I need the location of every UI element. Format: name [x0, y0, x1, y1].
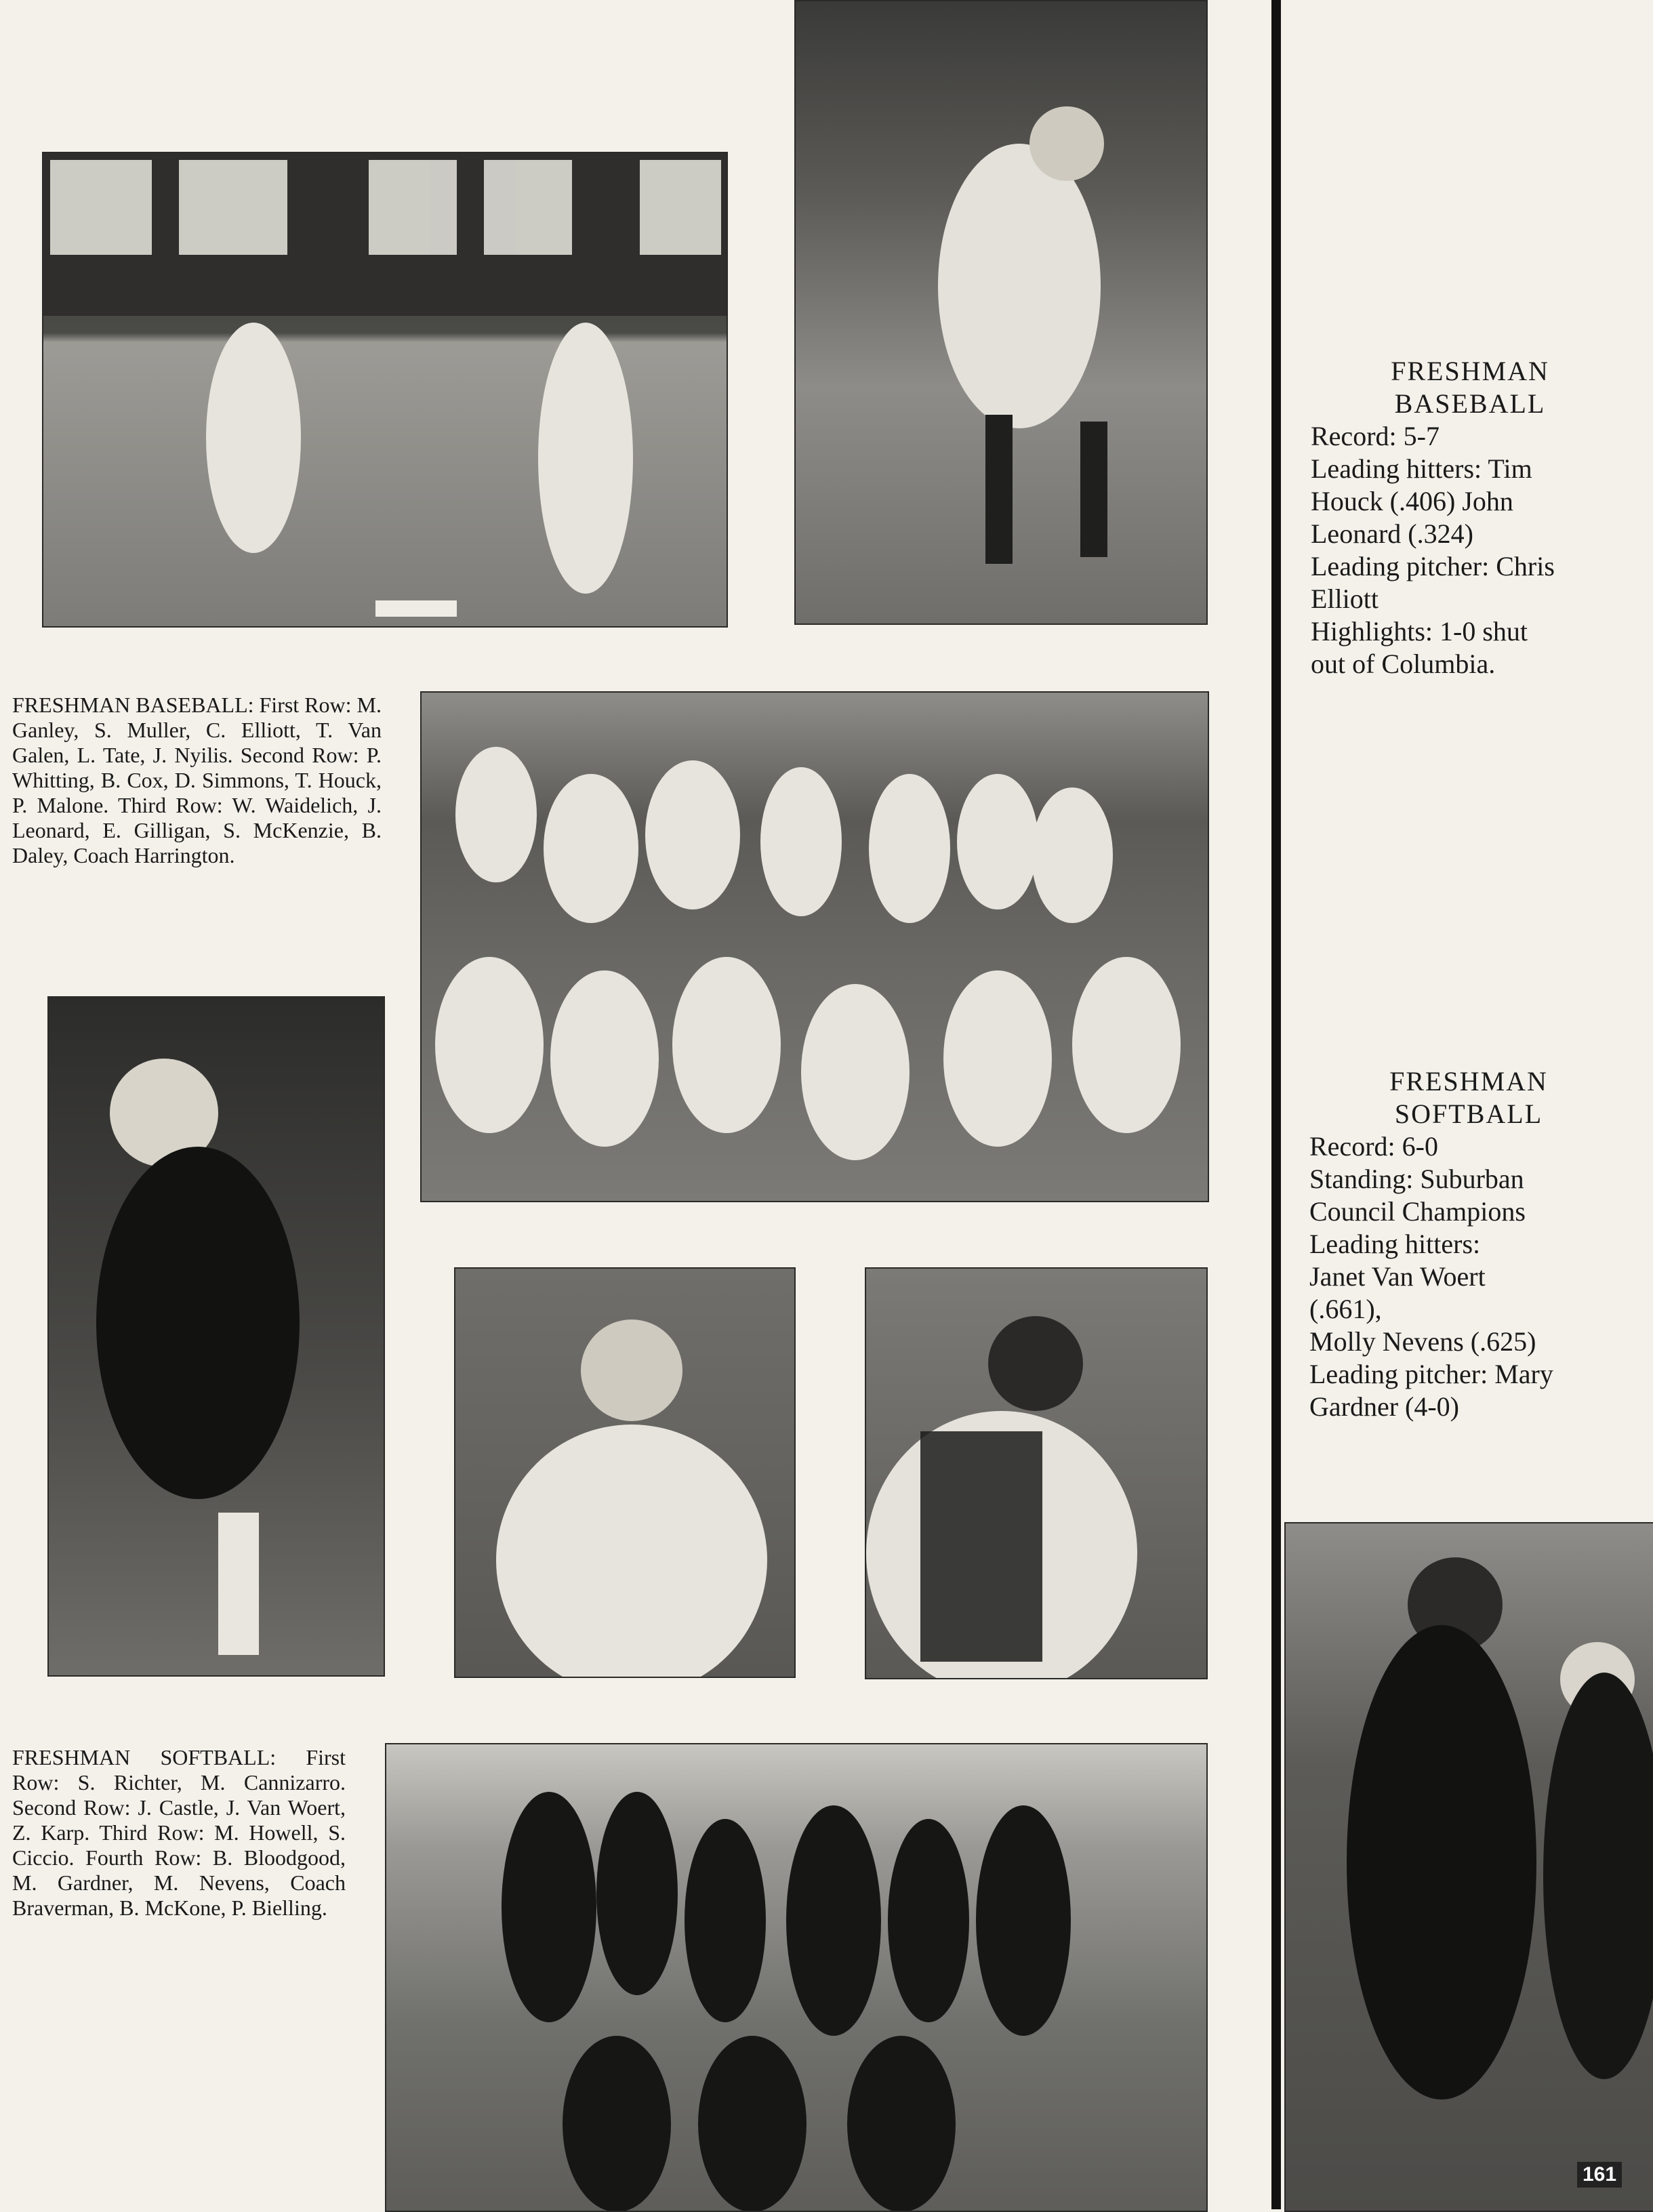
softball-stat-line: Standing: Suburban	[1309, 1164, 1524, 1194]
photo-softball-team	[385, 1743, 1208, 2212]
column-divider	[1271, 0, 1281, 2209]
photo-baseball-team	[420, 691, 1209, 1202]
softball-stat-line: Council Champions	[1309, 1196, 1526, 1227]
softball-stat-line: Janet Van Woert	[1309, 1261, 1486, 1292]
softball-stat-line: Gardner (4-0)	[1309, 1391, 1459, 1422]
photo-softball-pitcher	[47, 996, 385, 1677]
photo-baserunner	[42, 152, 728, 628]
softball-stat-line: Record: 6-0	[1309, 1131, 1438, 1162]
baseball-stats-heading-2: BASEBALL	[1394, 388, 1546, 419]
baseball-team-caption: FRESHMAN BASEBALL: First Row: M. Ganley, S. Muller, C. Elliott, T. Van Galen, L. Tate, J. Nyilis. Second Row: P. Whitting, B. Cox, D. Simmons, T. Houck, P. Malone. Third Row: W. Waidelich, J. Leonard, E. Gilligan, S. McKenzie, B. Daley, Coach Harrington.	[12, 693, 382, 867]
baseball-stat-line: Houck (.406) John	[1311, 486, 1513, 516]
baseball-stat-line: Elliott	[1311, 583, 1379, 614]
softball-stats-heading-1: FRESHMAN	[1389, 1066, 1548, 1097]
softball-stat-line: Leading hitters:	[1309, 1229, 1481, 1259]
softball-stat-line: Leading pitcher: Mary	[1309, 1359, 1553, 1389]
baseball-stats	[1311, 355, 1629, 680]
page-number: 161	[1577, 2162, 1622, 2188]
baseball-stat-line: Leading pitcher: Chris	[1311, 551, 1555, 581]
photo-catcher-umpire	[1284, 1522, 1653, 2212]
baseball-stat-line: Leading hitters: Tim	[1311, 453, 1532, 484]
softball-team-caption: FRESHMAN SOFTBALL: First Row: S. Richter, M. Cannizarro. Second Row: J. Castle, J. Van Woert, Z. Karp. Third Row: M. Howell, S. Ciccio. Fourth Row: B. Bloodgood, M. Gardner, M. Nevens, Coach Braverman, B. McKone, P. Bielling.	[12, 1745, 346, 1920]
baseball-stats-heading-1: FRESHMAN	[1391, 356, 1549, 386]
softball-stat-line: (.661),	[1309, 1294, 1382, 1324]
baseball-stat-line: Leonard (.324)	[1311, 518, 1473, 549]
photo-catcher-gear	[865, 1267, 1208, 1679]
softball-stat-line: Molly Nevens (.625)	[1309, 1326, 1536, 1357]
baseball-stat-line: Record: 5-7	[1311, 421, 1440, 451]
softball-stats	[1309, 1065, 1628, 1423]
photo-baseball-thrower	[454, 1267, 796, 1678]
photo-pitcher	[794, 0, 1208, 625]
softball-stats-heading-2: SOFTBALL	[1394, 1099, 1543, 1129]
baseball-stat-line: Highlights: 1-0 shut	[1311, 616, 1528, 647]
baseball-stat-line: out of Columbia.	[1311, 649, 1496, 679]
